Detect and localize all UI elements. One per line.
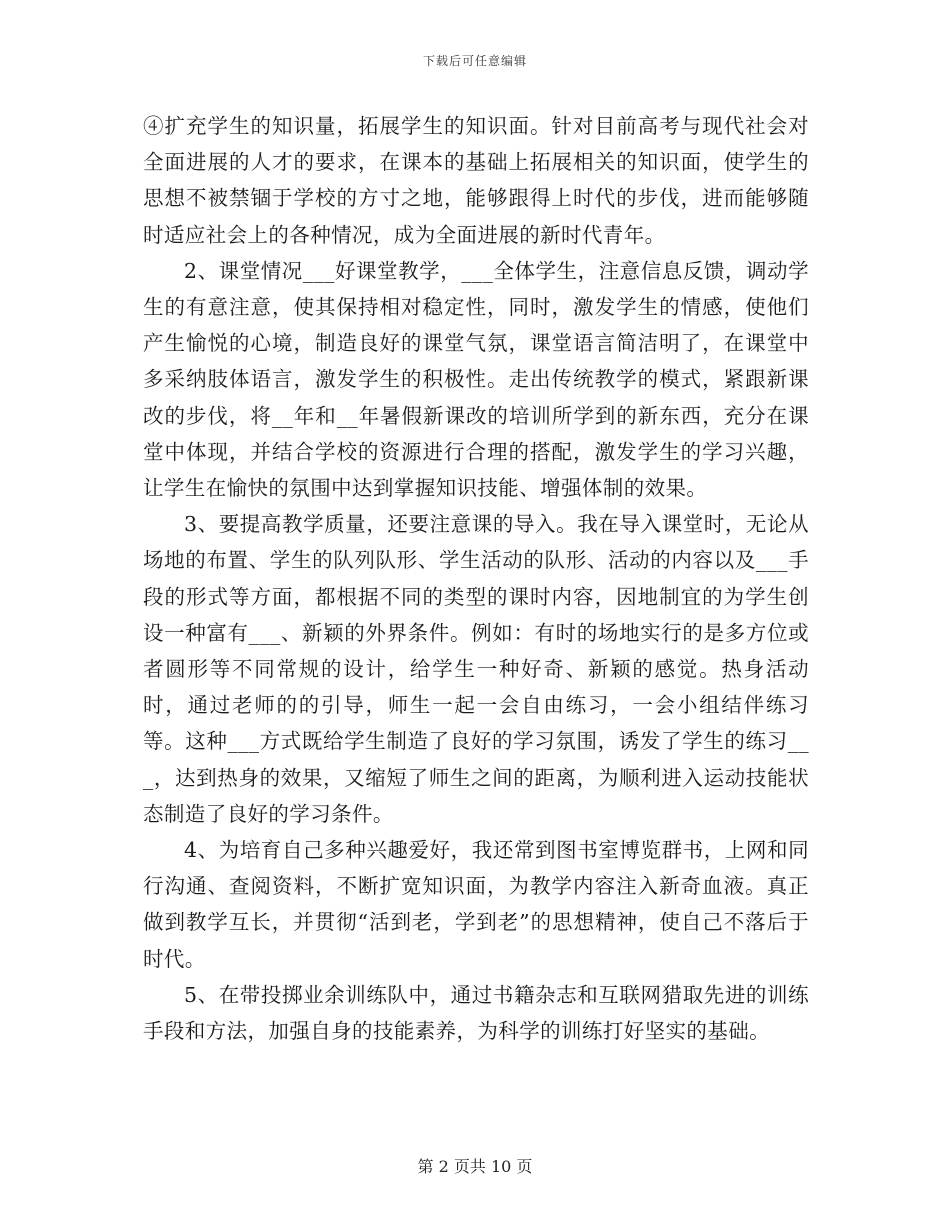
page-header-note: 下载后可任意编辑 bbox=[422, 54, 527, 68]
document-body bbox=[143, 108, 809, 1049]
paragraph-4: 4、为培育自己多种兴趣爱好，我还常到图书室博览群书，上网和同行沟通、查阅资料，不断扩宽知识面，为教学内容注入新奇血液。真正做到教学互长，并贯彻“活到老，学到老”的思想精神，使自己不落后于时代。 bbox=[143, 838, 809, 971]
paragraph-2: 2、课堂情况___好课堂教学，___全体学生，注意信息反馈，调动学生的有意注意，使其保持相对稳定性，同时，激发学生的情感，使他们产生愉悦的心境，制造良好的课堂气氛，课堂语言简洁明了，在课堂中多采纳肢体语言，激发学生的积极性。走出传统教学的模式，紧跟新课改的步伐，将__年和__年暑假新课改的培训所学到的新东西，充分在课堂中体现，并结合学校的资源进行合理的搭配，激发学生的学习兴趣，让学生在愉快的氛围中达到掌握知识技能、增强体制的效果。 bbox=[143, 258, 809, 501]
paragraph-3: 3、要提高教学质量，还要注意课的导入。我在导入课堂时，无论从场地的布置、学生的队列队形、学生活动的队形、活动的内容以及___手段的形式等方面，都根据不同的类型的课时内容，因地制宜的为学生创设一种富有___、新颖的外界条件。例如：有时的场地实行的是多方位或者圆形等不同常规的设计，给学生一种好奇、新颖的感觉。热身活动时，通过老师的的引导，师生一起一会自由练习，一会小组结伴练习等。这种___方式既给学生制造了良好的学习氛围，诱发了学生的练习___，达到热身的效果，又缩短了师生之间的距离，为顺利进入运动技能状态制造了良好的学习条件。 bbox=[143, 512, 809, 826]
paragraph-1: ④扩充学生的知识量，拓展学生的知识面。针对目前高考与现代社会对全面进展的人才的要求，在课本的基础上拓展相关的知识面，使学生的思想不被禁锢于学校的方寸之地，能够跟得上时代的步伐，进而能够随时适应社会上的各种情况，成为全面进展的新时代青年。 bbox=[143, 114, 809, 247]
page-number: 第 2 页共 10 页 bbox=[417, 1157, 533, 1176]
paragraph-5: 5、在带投掷业余训练队中，通过书籍杂志和互联网猎取先进的训练手段和方法，加强自身的技能素养，为科学的训练打好坚实的基础。 bbox=[143, 982, 809, 1044]
